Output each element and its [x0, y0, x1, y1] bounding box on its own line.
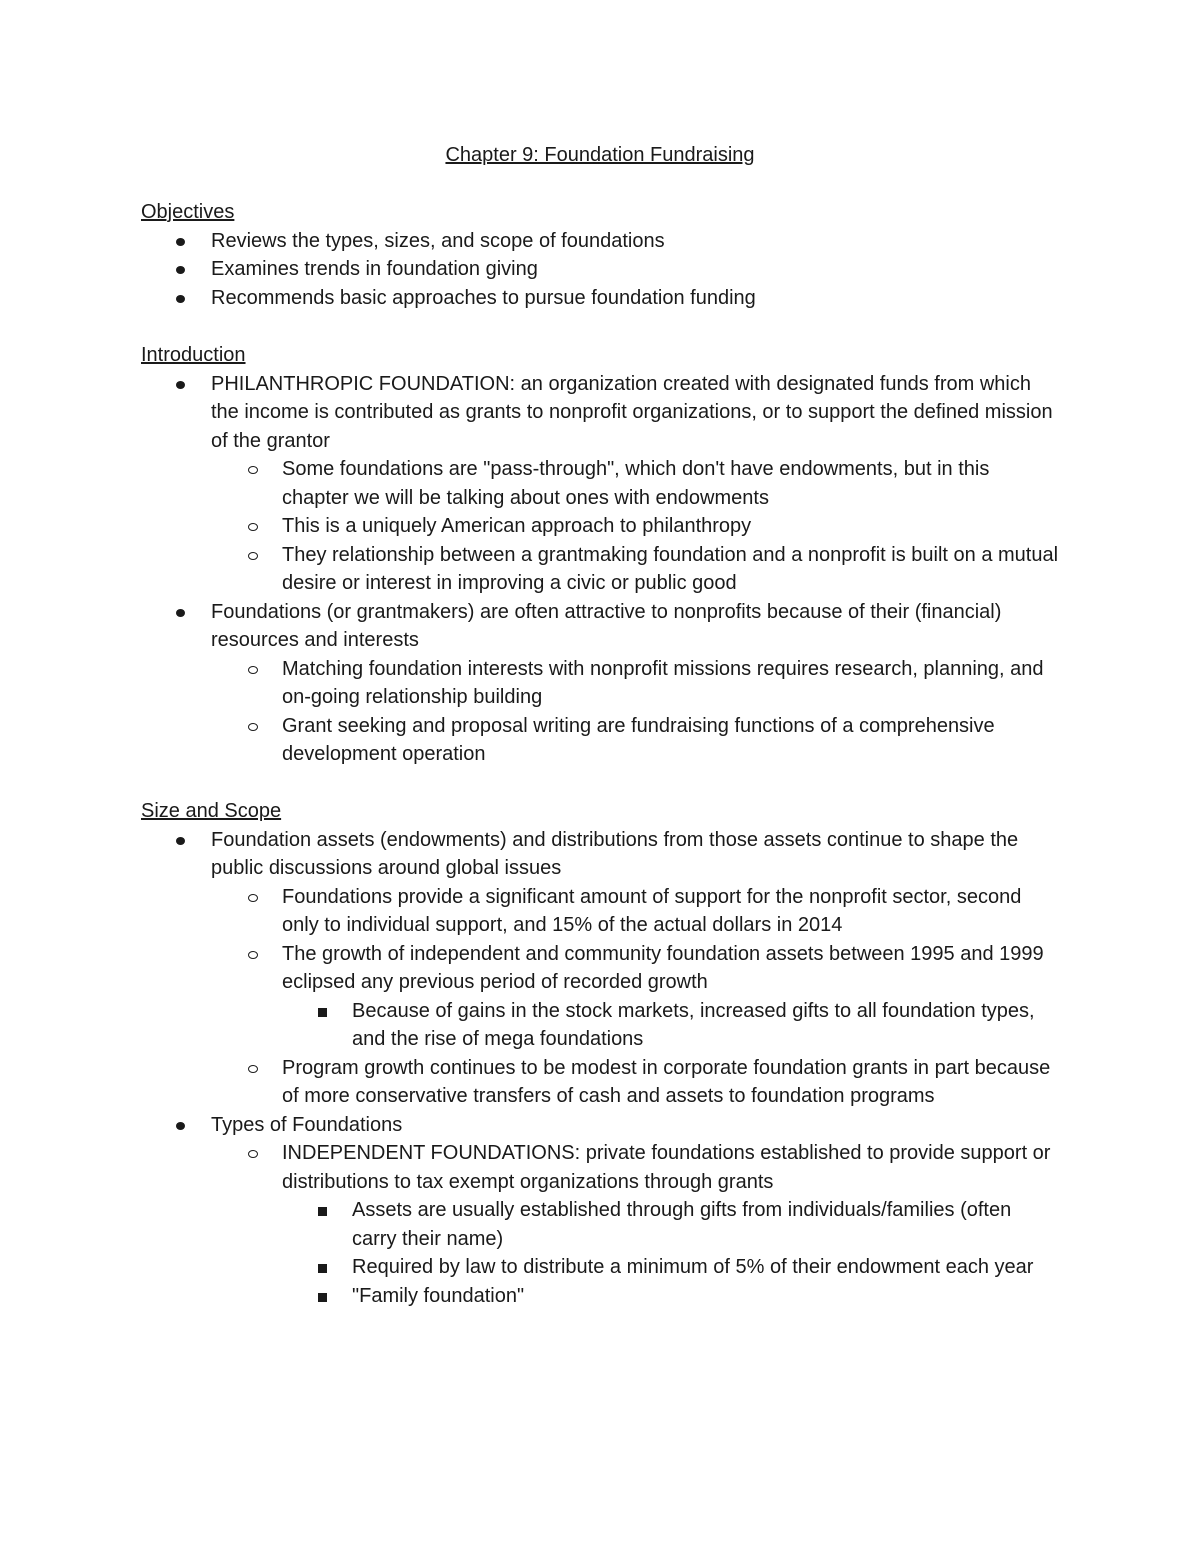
- section-introduction: [141, 341, 1061, 769]
- list-item: INDEPENDENT FOUNDATIONS: private foundations established to provide support or distributions to tax exempt organizations through grants: [282, 1142, 1051, 1193]
- list-item: Because of gains in the stock markets, increased gifts to all foundation types, and the rise of mega foundations: [352, 999, 1035, 1050]
- list-item: Examines trends in foundation giving: [211, 258, 538, 280]
- list-item: "Family foundation": [352, 1284, 525, 1307]
- objectives-list: [141, 227, 1061, 313]
- list-item: This is a uniquely American approach to philanthropy: [282, 515, 752, 537]
- section-heading-objectives: Objectives: [141, 201, 235, 223]
- section-objectives: [141, 198, 1061, 312]
- list-item: The growth of independent and community foundation assets between 1995 and 1999 eclipsed any previous period of recorded growth: [282, 942, 1044, 993]
- section-size-and-scope: [141, 797, 1061, 1310]
- page-title: Chapter 9: Foundation Fundraising: [445, 144, 755, 166]
- list-item: Recommends basic approaches to pursue foundation funding: [211, 286, 756, 309]
- list-item: Grant seeking and proposal writing are fundraising functions of a comprehensive development operation: [282, 714, 995, 765]
- list-item: Required by law to distribute a minimum of 5% of their endowment each year: [352, 1256, 1034, 1278]
- list-item: Matching foundation interests with nonprofit missions requires research, planning, and on-going relationship building: [282, 657, 1044, 708]
- list-item: Types of Foundations: [211, 1113, 403, 1136]
- section-heading-size-and-scope: Size and Scope: [141, 800, 282, 822]
- introduction-list: [141, 370, 1061, 769]
- section-heading-introduction: Introduction: [141, 344, 246, 366]
- list-item: Foundations provide a significant amount of support for the nonprofit sector, second only to individual support, and 15% of the actual dollars in 2014: [282, 885, 1022, 936]
- size-scope-list: [141, 826, 1061, 1311]
- list-item: Program growth continues to be modest in corporate foundation grants in part because of more conservative transfers of cash and assets to foundation programs: [282, 1056, 1051, 1107]
- list-item: Foundation assets (endowments) and distributions from those assets continue to shape the public discussions around global issues: [211, 828, 1019, 879]
- list-item: Foundations (or grantmakers) are often attractive to nonprofits because of their (financial) resources and interests: [211, 600, 1002, 651]
- list-item: Some foundations are "pass-through", which don't have endowments, but in this chapter we will be talking about ones with endowments: [282, 458, 990, 509]
- list-item: Assets are usually established through gifts from individuals/families (often carry their name): [352, 1199, 1012, 1250]
- list-item: PHILANTHROPIC FOUNDATION: an organization created with designated funds from which the income is contributed as grants to nonprofit organizations, or to support the defined mission of the grantor: [211, 372, 1053, 452]
- list-item: They relationship between a grantmaking foundation and a nonprofit is built on a mutual desire or interest in improving a civic or public good: [282, 543, 1059, 594]
- list-item: Reviews the types, sizes, and scope of foundations: [211, 229, 665, 252]
